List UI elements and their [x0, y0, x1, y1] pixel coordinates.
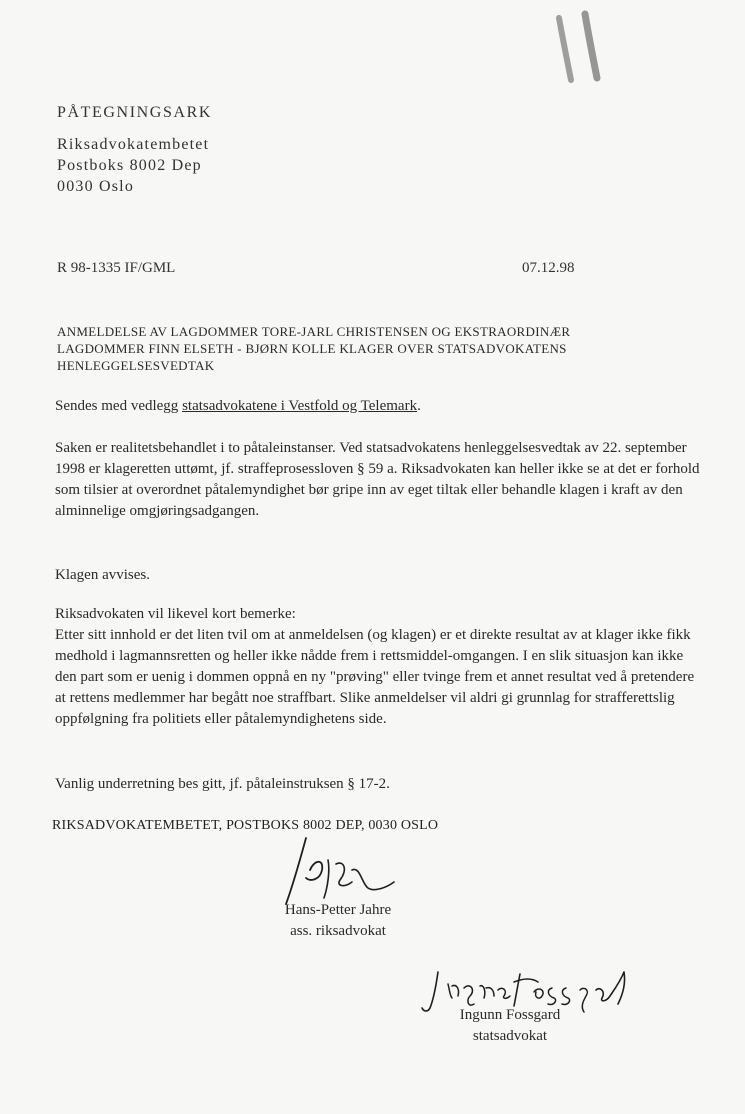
sent-with-attachment-line [55, 396, 705, 417]
office-closing-line: RIKSADVOKATEMBETET, POSTBOKS 8002 DEP, 0030 OSLO [52, 818, 439, 833]
subject-line-2: LAGDOMMER FINN ELSETH - BJØRN KOLLE KLAGER OVER STATSADVOKATENS [57, 341, 567, 356]
sender-name: Riksadvokatembetet [57, 136, 210, 153]
paragraph-underretning: Vanlig underretning bes gitt, jf. påtaleinstruksen § 17-2. [55, 776, 390, 792]
form-title: PÅTEGNINGSARK [57, 104, 213, 121]
subject-line-1: ANMELDELSE AV LAGDOMMER TORE-JARL CHRISTENSEN OG EKSTRAORDINÆR [57, 324, 571, 339]
case-reference: R 98-1335 IF/GML [57, 260, 176, 276]
signatory-2-name: Ingunn Fossgard [459, 1007, 561, 1023]
signatory-2-title: statsadvokat [472, 1028, 548, 1044]
signatory-1-title: ass. riksadvokat [290, 923, 386, 939]
sender-postbox: Postboks 8002 Dep [57, 157, 202, 174]
sent-prefix: Sendes med vedlegg [55, 398, 183, 414]
sent-recipient: statsadvokatene i Vestfold og Telemark [182, 398, 418, 414]
paragraph-remark-intro: Riksadvokaten vil likevel kort bemerke: [55, 606, 296, 622]
sent-suffix: . [417, 398, 421, 414]
paragraph-remark-body: Etter sitt innhold er det liten tvil om at anmeldelsen (og klagen) er et direkte resultat av at klager ikke fikk medhold i lagmannsretten og heller ikke nådde frem i rettsmiddel-omgangen. I en slik situasjon kan ikke den part som er uenig i dommen oppnå en ny "prøving" eller tvinge frem et annet resultat ved å pretendere at rettens medlemmer har begått noe straffbart. Slike anmeldelser vil aldri gi grunnlag for strafferettslig oppfølgning fra politiets eller påtalemyndighetens side. [55, 627, 695, 727]
signatory-1-name: Hans-Petter Jahre [284, 902, 392, 918]
document-date: 07.12.98 [522, 260, 575, 276]
subject-line-3: HENLEGGELSESVEDTAK [57, 358, 215, 373]
paragraph-realitetsbehandlet: Saken er realitetsbehandlet i to påtaleinstanser. Ved statsadvokatens henleggelsesvedtak av 22. september 1998 er klageretten uttømt, jf. straffeprosessloven § 59 a. Riksadvokaten kan heller ikke se at det er forhold som tilsier at overordnet påtalemyndighet bør gripe inn av eget tiltak eller behandle klagen i kraft av den alminnelige omgjøringsadgangen. [55, 440, 700, 519]
scan-smudge-mark [545, 10, 615, 90]
paragraph-klagen-avvises: Klagen avvises. [55, 567, 150, 583]
sender-postcode-city: 0030 Oslo [57, 178, 135, 195]
signature-hans-petter-jahre [270, 830, 400, 910]
